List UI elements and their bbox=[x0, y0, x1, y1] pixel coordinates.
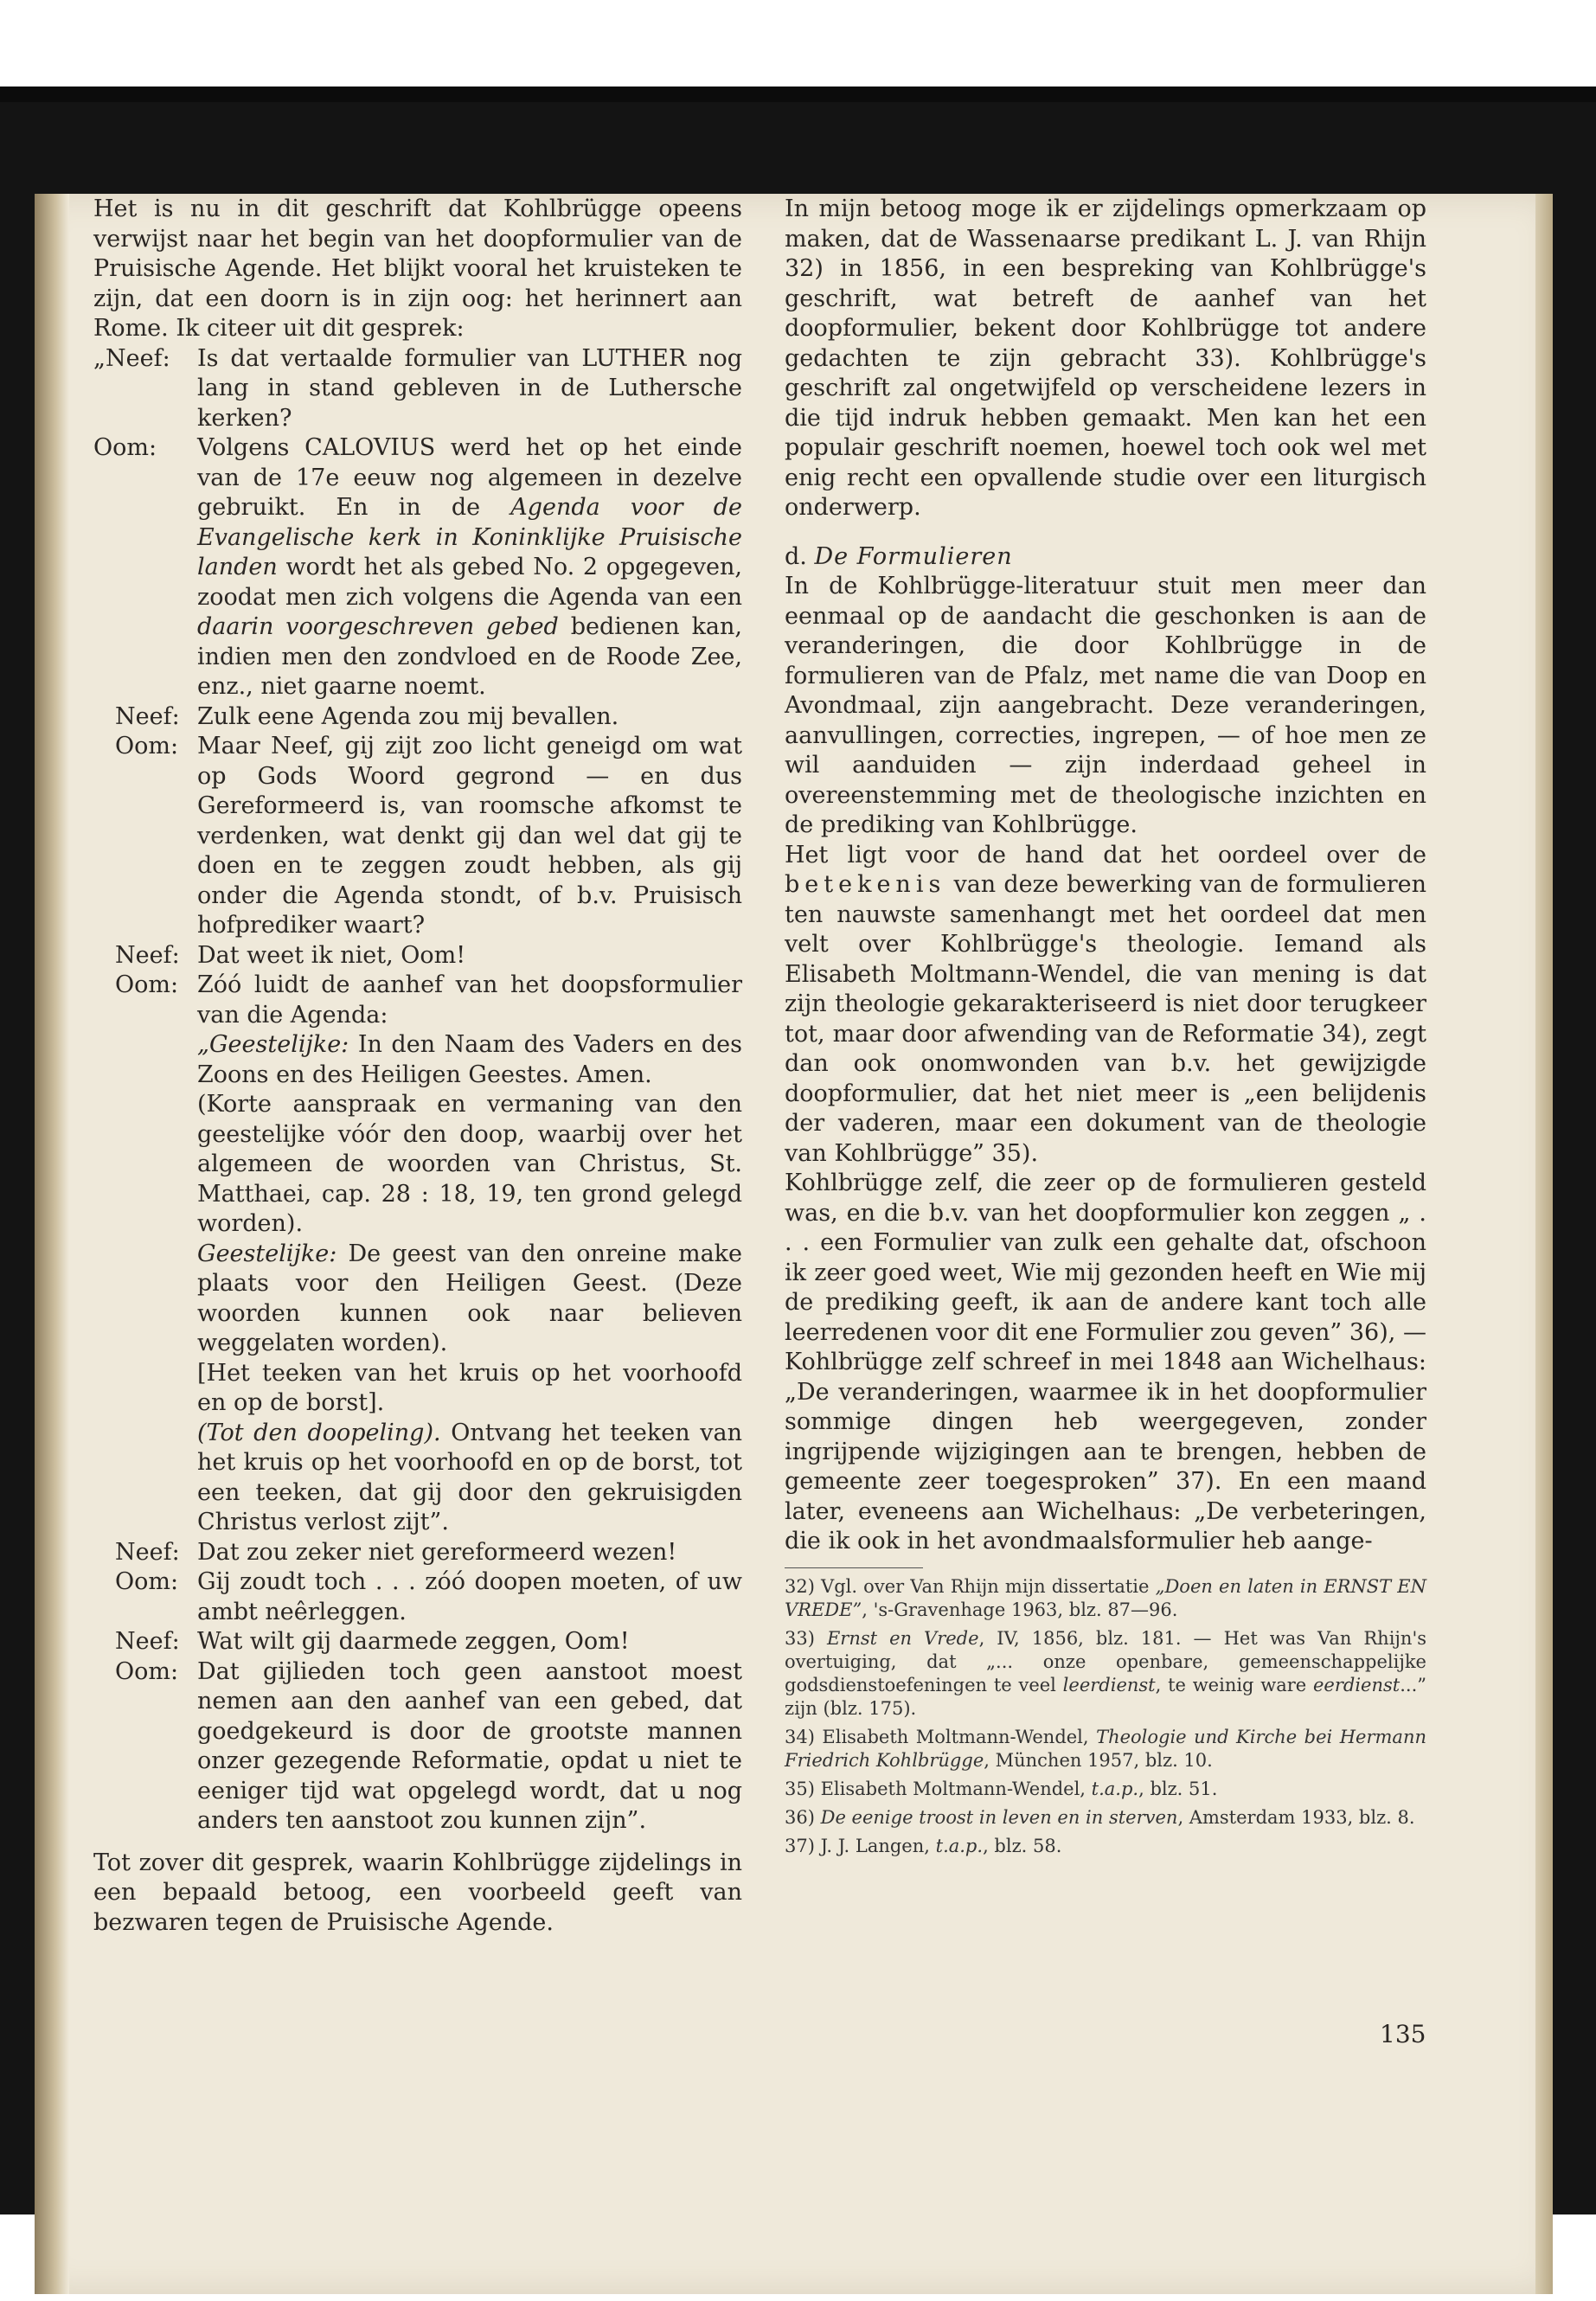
utterance-text: bedienen kan, indien men den zondvloed en de Roode Zee, enz., niet gaarne noemt. bbox=[197, 613, 742, 700]
speaker-neef: Neef: bbox=[115, 1538, 180, 1566]
footnote-35 bbox=[785, 1778, 1426, 1801]
dialogue-line bbox=[93, 1567, 742, 1627]
footnote-text: Elisabeth Moltmann-Wendel, bbox=[814, 1778, 1092, 1799]
utterance: Maar Neef, gij zijt zoo licht geneigd om wat op Gods Woord gegrond — en dus Gereformeerd is, van roomsche afkomst te verdenken, wat denkt gij dan wel dat gij te doen en te zeggen zoudt hebben, als gij onder die Agenda stondt, of b.v. Pruisisch hofprediker waart? bbox=[197, 733, 742, 939]
section-letter: d. bbox=[785, 542, 815, 570]
footnote-number: 36) bbox=[785, 1806, 815, 1828]
footnote-text: , blz. 51. bbox=[1138, 1778, 1218, 1799]
quote-text: De geest van den onreine make plaats voor den Heiligen Geest. (Deze woorden kunnen ook naar believen weggelaten worden). bbox=[197, 1240, 742, 1356]
footnote-number: 34) bbox=[785, 1726, 815, 1747]
quote-text: Ontvang het teeken van het kruis op het voorhoofd en op de borst, tot een teeken, dat gij door den gekruisigden Christus verlost zijt”. bbox=[197, 1419, 742, 1535]
speaker-neef: „Neef: bbox=[93, 344, 170, 372]
footnote-text: Vgl. over Van Rhijn mijn dissertatie bbox=[814, 1575, 1156, 1597]
paragraph-text: Het ligt voor de hand dat het oordeel over de bbox=[785, 841, 1426, 868]
footnote-34 bbox=[785, 1726, 1426, 1772]
dialogue-line bbox=[93, 433, 742, 702]
section-heading bbox=[785, 542, 1426, 573]
dialogue-line bbox=[93, 971, 742, 1030]
dialogue-line bbox=[93, 732, 742, 941]
agenda-title: Agenda voor de Evangelische kerk in Koninklijke Pruisische landen bbox=[197, 494, 742, 580]
footnote-text: Elisabeth Moltmann-Wendel, bbox=[814, 1726, 1097, 1747]
footnote-36 bbox=[785, 1806, 1426, 1830]
closing-paragraph: Tot zover dit gesprek, waarin Kohlbrügge zijdelings in een bepaald betoog, een voorbeeld geeft van bezwaren tegen de Pruisische Agende. bbox=[93, 1849, 742, 1936]
dialogue-line bbox=[93, 1538, 742, 1568]
speaker-oom: Oom: bbox=[115, 1657, 179, 1685]
footnote-title: t.a.p. bbox=[935, 1835, 984, 1856]
utterance: Dat zou zeker niet gereformeerd wezen! bbox=[197, 1538, 677, 1566]
dialogue-line bbox=[93, 344, 742, 434]
footnote-text: , München 1957, blz. 10. bbox=[984, 1749, 1213, 1771]
footnote-title: Ernst en Vrede bbox=[826, 1627, 979, 1649]
footnote-title: De eenige troost in leven en in sterven bbox=[820, 1806, 1178, 1828]
page-edge bbox=[1535, 194, 1553, 2294]
quote-line bbox=[197, 1419, 742, 1538]
footnote-number: 35) bbox=[785, 1778, 815, 1799]
quote-line: (Korte aanspraak en vermaning van den geestelijke vóór den doop, waarbij over het algemeen de woorden van Christus, St. Matthaei, cap. 28 : 18, 19, ten grond gelegd worden). bbox=[197, 1091, 742, 1237]
utterance: Wat wilt gij daarmede zeggen, Oom! bbox=[197, 1628, 630, 1655]
intro-paragraph: Het is nu in dit geschrift dat Kohlbrügge opeens verwijst naar het begin van het doopformulier van de Pruisische Agende. Het blijkt vooral het kruisteken te zijn, dat een doorn is in zijn oog: het herinnert aan Rome. Ik citeer uit dit gesprek: bbox=[93, 195, 742, 342]
footnote-text: , Amsterdam 1933, blz. 8. bbox=[1177, 1806, 1415, 1828]
footnote-text: J. J. Langen, bbox=[814, 1835, 936, 1856]
footnote-37 bbox=[785, 1835, 1426, 1858]
utterance: Is dat vertaalde formulier van LUTHER nog lang in stand gebleven in de Luthersche kerken? bbox=[197, 344, 742, 432]
speaker-neef: Neef: bbox=[115, 702, 180, 730]
utterance: Zulk eene Agenda zou mij bevallen. bbox=[197, 702, 619, 730]
page-number: 135 bbox=[1380, 2020, 1426, 2048]
emphasis-text: daarin voorgeschreven gebed bbox=[197, 613, 559, 640]
section-title: De Formulieren bbox=[814, 542, 1013, 570]
speaker-oom: Oom: bbox=[93, 434, 157, 461]
utterance-text: wordt het als gebed No. 2 opgegeven, zoodat men zich volgens die Agenda van een bbox=[197, 554, 742, 611]
speaker-oom: Oom: bbox=[115, 733, 179, 760]
footnote-33 bbox=[785, 1627, 1426, 1721]
footnote-text: , te weinig ware bbox=[1155, 1674, 1313, 1695]
right-column bbox=[785, 195, 1426, 1863]
speaker-neef: Neef: bbox=[115, 1628, 180, 1655]
speaker-oom: Oom: bbox=[115, 971, 179, 998]
dialogue-line bbox=[93, 702, 742, 733]
quote-line bbox=[197, 1030, 742, 1090]
footnote-number: 33) bbox=[785, 1627, 815, 1649]
left-column bbox=[93, 195, 742, 1938]
utterance bbox=[197, 433, 742, 702]
footnote-text: , 's-Gravenhage 1963, blz. 87—96. bbox=[862, 1599, 1178, 1620]
footnote-text: , blz. 58. bbox=[983, 1835, 1062, 1856]
footnote-number: 37) bbox=[785, 1835, 815, 1856]
utterance: Dat weet ik niet, Oom! bbox=[197, 941, 466, 969]
quote-text: In den Naam des Vaders en des Zoons en des Heiligen Geestes. Amen. bbox=[197, 1031, 742, 1088]
page-binding-shadow bbox=[35, 194, 69, 2294]
utterance: Gij zoudt toch . . . zóó doopen moeten, of uw ambt neêrleggen. bbox=[197, 1568, 742, 1625]
dialogue-line bbox=[93, 1627, 742, 1657]
dialogue-line bbox=[93, 941, 742, 971]
footnote-emphasis: eerdienst bbox=[1313, 1674, 1401, 1695]
spaced-emphasis: betekenis bbox=[785, 871, 946, 898]
footnote-divider bbox=[785, 1567, 923, 1568]
dialogue-line bbox=[93, 1657, 742, 1836]
quote-line: [Het teeken van het kruis op het voorhoofd en op de borst]. bbox=[197, 1359, 742, 1416]
footnote-text: ...” zijn (blz. 175). bbox=[785, 1674, 1426, 1719]
paragraph: In de Kohlbrügge-literatuur stuit men meer dan eenmaal op de aandacht die geschonken is aan de veranderingen, die door Kohlbrügge in de formulieren van de Pfalz, met name die van Doop en Avondmaal, zijn aangebracht. Deze veranderingen, aanvullingen, correcties, ingrepen, — of hoe men ze wil aanduiden — zijn inderdaad geheel in overeenstemming met de theologische inzichten en de prediking van Kohlbrügge. bbox=[785, 573, 1426, 838]
quote-label: (Tot den doopeling). bbox=[197, 1419, 441, 1446]
quote-line bbox=[197, 1240, 742, 1359]
footnote-title: „Doen en laten in ERNST EN VREDE” bbox=[785, 1575, 1427, 1620]
paragraph bbox=[785, 841, 1426, 1170]
footnote-emphasis: leerdienst bbox=[1062, 1674, 1156, 1695]
quote-label: Geestelijke: bbox=[197, 1240, 337, 1267]
footnote-title: t.a.p. bbox=[1091, 1778, 1139, 1799]
speaker-oom: Oom: bbox=[115, 1568, 179, 1595]
utterance-text: Volgens CALOVIUS werd het op het einde van de 17e eeuw nog algemeen in dezelve gebruikt. En in de bbox=[197, 434, 742, 521]
utterance: Zóó luidt de aanhef van het doopsformulier van die Agenda: bbox=[197, 971, 742, 1029]
paragraph: In mijn betoog moge ik er zijdelings opmerkzaam op maken, dat de Wassenaarse predikant L. J. van Rhijn 32) in 1856, in een bespreking van Kohlbrügge's geschrift, wat betreft de aanhef van het doopformulier, bekent door Kohlbrügge tot andere gedachten te zijn gebracht 33). Kohlbrügge's geschrift zal ongetwijfeld op verscheidene lezers in die tijd indruk hebben gemaakt. Men kan het een populair geschrift noemen, hoewel toch ook wel met enig recht een opvallende studie over een liturgisch onderwerp. bbox=[785, 195, 1426, 521]
footnote-32 bbox=[785, 1575, 1426, 1622]
footnote-title: Theologie und Kirche bei Hermann Friedrich Kohlbrügge bbox=[785, 1726, 1426, 1771]
utterance: Dat gijlieden toch geen aanstoot moest nemen aan den aanhef van een gebed, dat goedgekeurd is door de grootste mannen onzer gezegende Reformatie, opdat u niet te eeniger tijd wat opgelegd wordt, dat u nog anders ten aanstoot zou kunnen zijn”. bbox=[197, 1657, 742, 1834]
footnote-number: 32) bbox=[785, 1575, 815, 1597]
paragraph: Kohlbrügge zelf, die zeer op de formulieren gesteld was, en die b.v. van het doopformulier kon zeggen „ . . . een Formulier van zulk een gehalte dat, ofschoon ik zeer goed weet, Wie mij gezonden heeft en Wie mij de prediking geeft, ik aan de andere kant toch alle leerredenen voor dit ene Formulier zou geven” 36), — Kohlbrügge zelf schreef in mei 1848 aan Wichelhaus: „De veranderingen, waarmee ik in het doopformulier sommige dingen heb weergegeven, zonder ingrijpende wijzigingen aan te brengen, hebben de gemeente zeer toegesproken” 37). En een maand later, eveneens aan Wichelhaus: „De verbeteringen, die ik ook in het avondmaalsformulier heb aange- bbox=[785, 1170, 1426, 1554]
quote-label: „Geestelijke: bbox=[197, 1031, 349, 1058]
speaker-neef: Neef: bbox=[115, 941, 180, 969]
paragraph-text: van deze bewerking van de formulieren ten nauwste samenhangt met het oordeel dat men velt over Kohlbrügge's theologie. Iemand als Elisabeth Moltmann-Wendel, die van mening is dat zijn theologie gekarakteriseerd is niet door terugkeer tot, maar door afwending van de Reformatie 34), zegt dan ook onomwonden van b.v. het gewijzigde doopformulier, dat het niet meer is „een belijdenis der vaderen, maar een dokument van de theologie van Kohlbrügge” 35). bbox=[785, 871, 1426, 1167]
footnote-text: , IV, 1856, blz. 181. — Het was Van Rhijn's overtuiging, dat „... onze openbare, gemeenschappelijke godsdienstoefeningen te veel bbox=[785, 1627, 1426, 1695]
